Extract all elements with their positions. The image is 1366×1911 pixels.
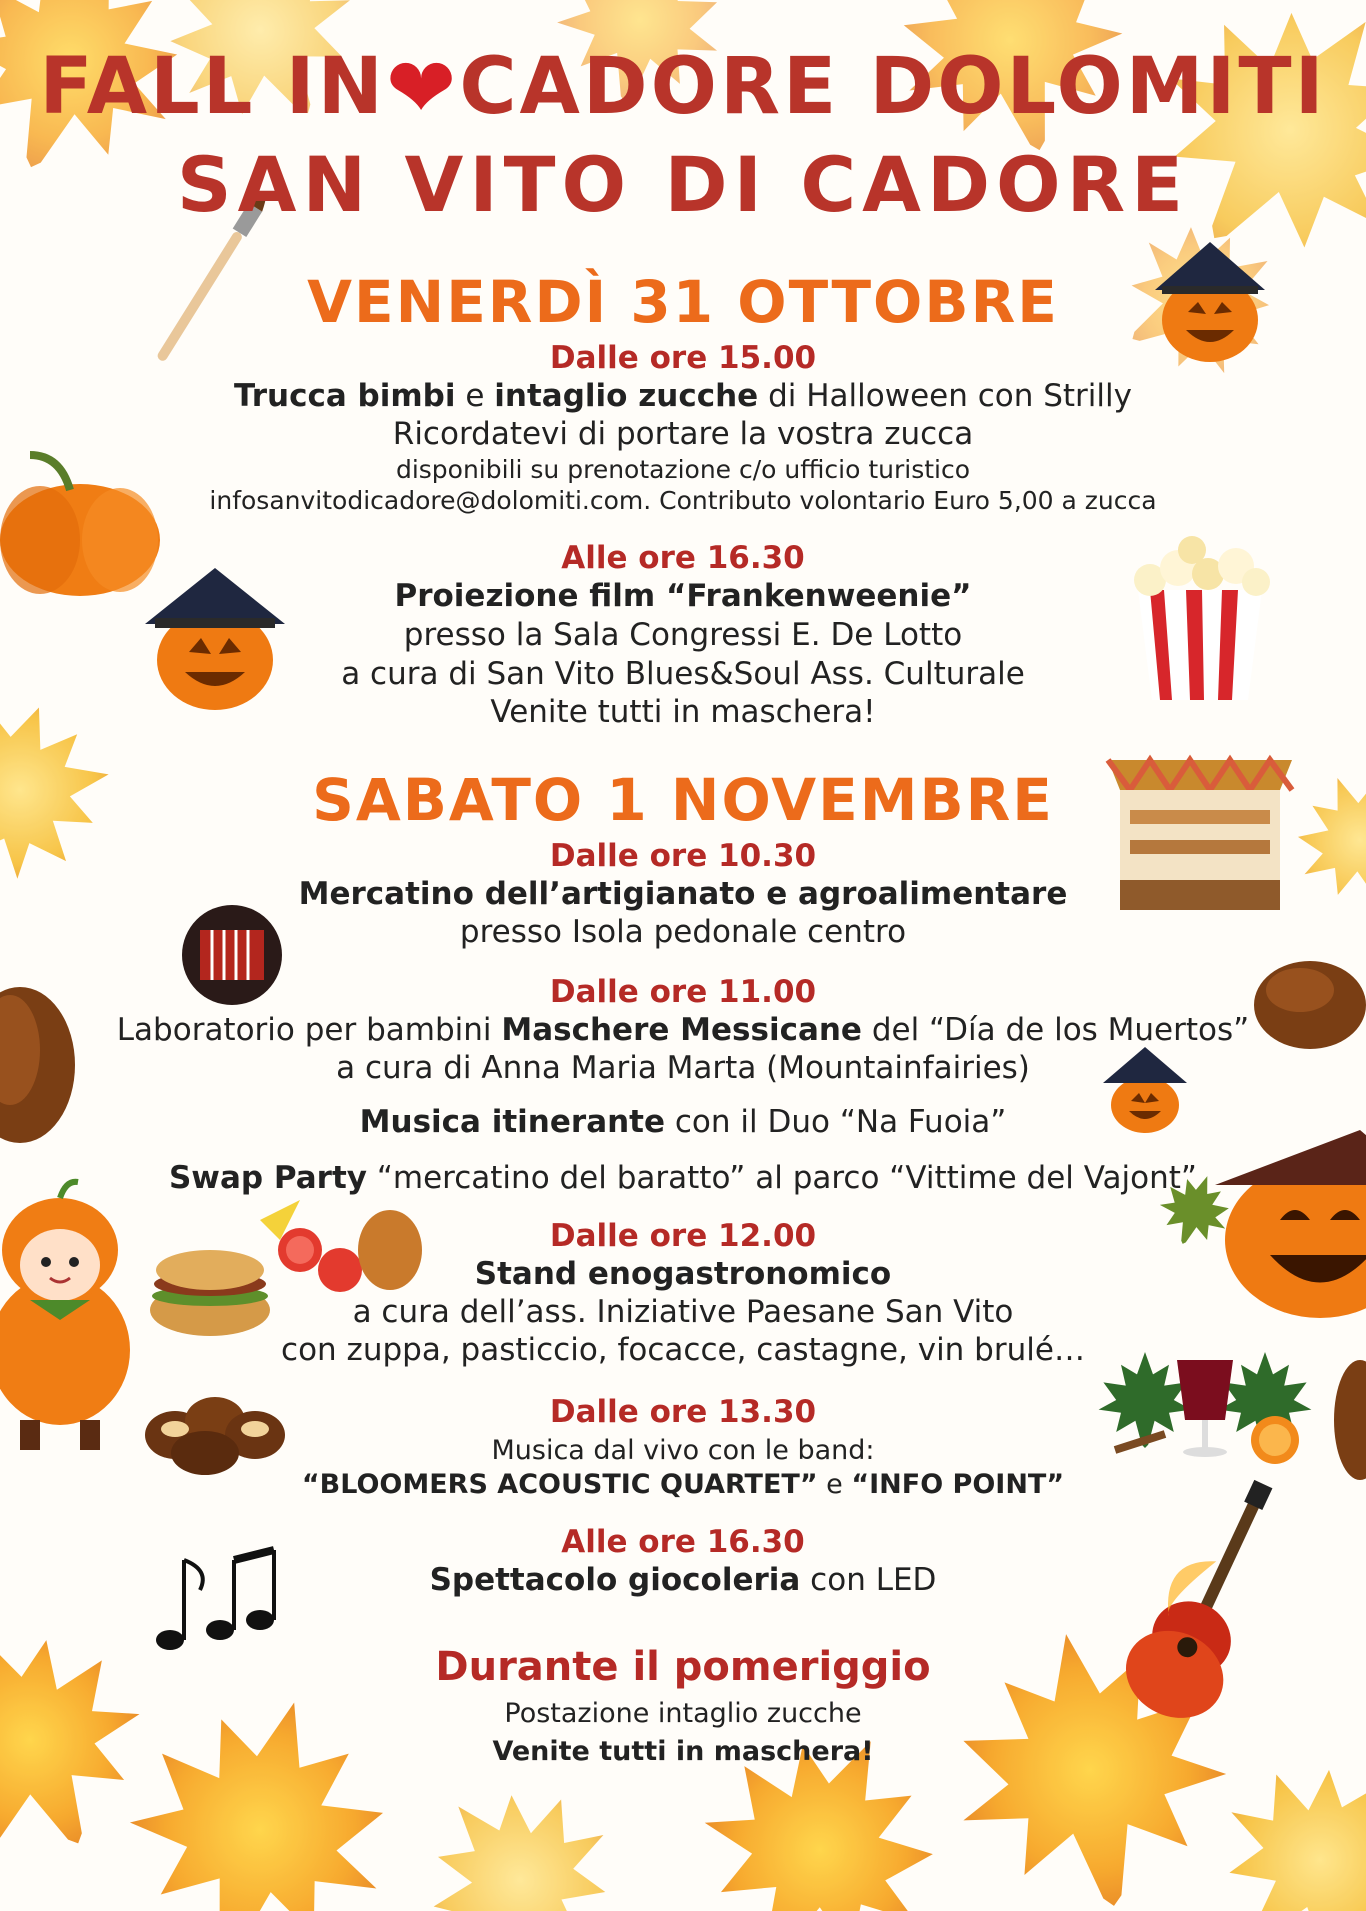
event-note: disponibili su prenotazione c/o ufficio turistico — [395, 455, 971, 484]
event-description: Laboratorio per bambini Maschere Messicane del “Día de los Muertos” — [116, 1012, 1250, 1048]
event-title: Mercatino dell’artigianato e agroalimentare — [298, 876, 1068, 912]
heart-icon: ❤ — [385, 39, 460, 137]
event-location: presso Isola pedonale centro — [459, 914, 907, 950]
event-description: Trucca bimbi e intaglio zucche di Halloween con Strilly — [234, 378, 1132, 414]
event-description: Swap Party “mercatino del baratto” al parco “Vittime del Vajont” — [168, 1160, 1197, 1196]
event-time: Alle ore 16.30 — [561, 540, 805, 576]
event-description: Spettacolo giocoleria con LED — [429, 1562, 937, 1598]
event-organizer: a cura di San Vito Blues&Soul Ass. Culturale — [341, 656, 1025, 692]
event-title: Stand enogastronomico — [474, 1256, 892, 1292]
day-heading-friday: VENERDÌ 31 OTTOBRE — [307, 268, 1059, 336]
event-bands: “BLOOMERS ACOUSTIC QUARTET” e “INFO POINT” — [301, 1469, 1065, 1500]
guitar-icon — [1112, 1463, 1309, 1734]
event-description: Musica dal vivo con le band: — [491, 1435, 875, 1466]
event-organizer: a cura di Anna Maria Marta (Mountainfairies) — [336, 1050, 1030, 1086]
poster-title-line-1: FALL IN❤CADORE DOLOMITI — [39, 39, 1327, 137]
poster-title-line-2: SAN VITO DI CADORE — [176, 140, 1190, 229]
event-time: Dalle ore 13.30 — [549, 1394, 817, 1430]
afternoon-activity: Postazione intaglio zucche — [504, 1698, 862, 1729]
event-time: Alle ore 16.30 — [561, 1524, 805, 1560]
event-organizer: a cura dell’ass. Iniziative Paesane San Vito — [352, 1294, 1014, 1330]
event-note: Ricordatevi di portare la vostra zucca — [392, 416, 974, 452]
event-location: presso la Sala Congressi E. De Lotto — [403, 617, 963, 653]
event-note: Venite tutti in maschera! — [490, 694, 876, 730]
afternoon-heading: Durante il pomeriggio — [435, 1644, 931, 1690]
maple-leaf-icon — [387, 1747, 653, 1911]
event-description: Musica itinerante con il Duo “Na Fuoia” — [359, 1104, 1007, 1140]
day-heading-saturday: SABATO 1 NOVEMBRE — [312, 766, 1054, 834]
event-contact: infosanvitodicadore@dolomiti.com. Contributo volontario Euro 5,00 a zucca — [209, 486, 1157, 515]
event-time: Dalle ore 11.00 — [549, 974, 817, 1010]
event-time: Dalle ore 12.00 — [549, 1218, 817, 1254]
afternoon-note: Venite tutti in maschera! — [492, 1736, 874, 1767]
event-time: Dalle ore 15.00 — [549, 340, 817, 376]
event-time: Dalle ore 10.30 — [549, 838, 817, 874]
event-menu: con zuppa, pasticcio, focacce, castagne, vin brulé… — [281, 1332, 1085, 1368]
event-title: Proiezione film “Frankenweenie” — [394, 578, 972, 614]
